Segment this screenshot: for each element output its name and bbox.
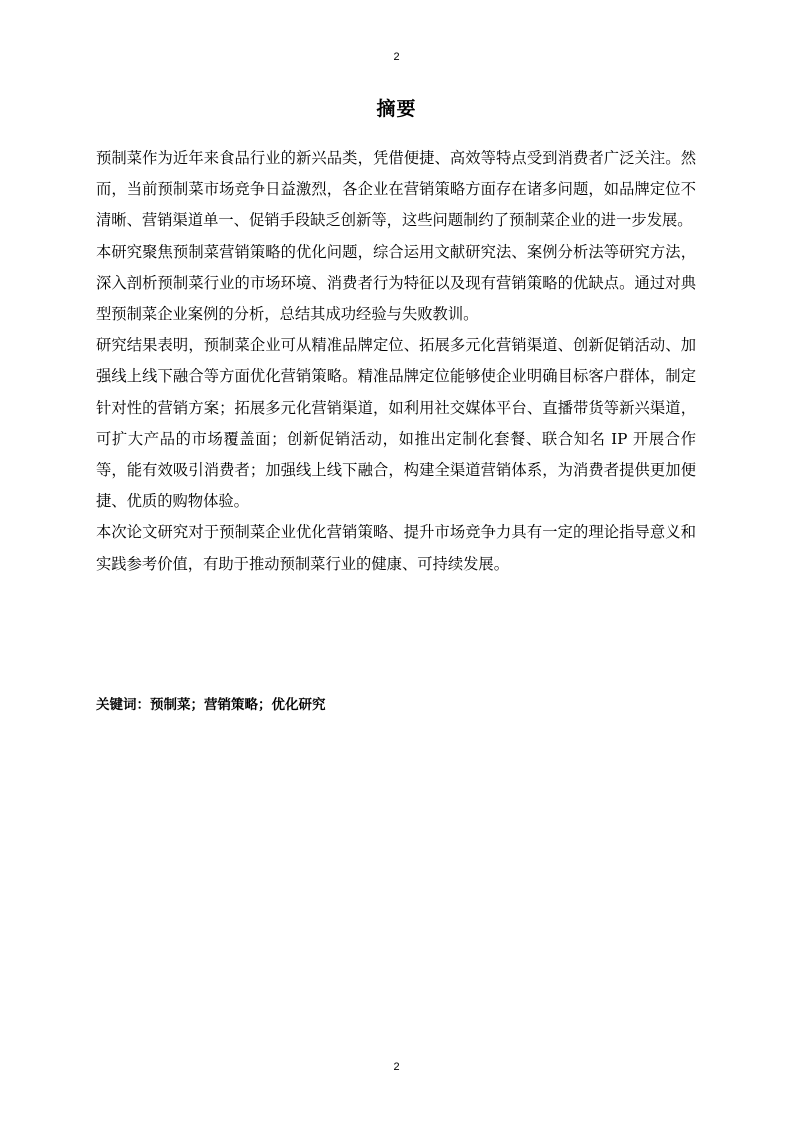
abstract-paragraph-4: 本次论文研究对于预制菜企业优化营销策略、提升市场竞争力具有一定的理论指导意义和实践参考价值，有助于推动预制菜行业的健康、可持续发展。 — [96, 523, 696, 573]
keywords-line: 关键词：预制菜；营销策略；优化研究 — [96, 697, 326, 713]
header-page-number: 2 — [393, 51, 400, 63]
abstract-paragraph-2: 本研究聚焦预制菜营销策略的优化问题，综合运用文献研究法、案例分析法等研究方法，深入剖析预制菜行业的市场环境、消费者行为特征以及现有营销策略的优缺点。通过对典型预制菜企业案例的分析，总结其成功经验与失败教训。 — [96, 242, 696, 324]
footer-page-number: 2 — [393, 1061, 400, 1073]
abstract-paragraph-3: 研究结果表明，预制菜企业可从精准品牌定位、拓展多元化营销渠道、创新促销活动、加强线上线下融合等方面优化营销策略。精准品牌定位能够使企业明确目标客户群体，制定针对性的营销方案；拓展多元化营销渠道，如利用社交媒体平台、直播带货等新兴渠道，可扩大产品的市场覆盖面；创新促销活动，如推出定制化套餐、联合知名 IP 开展合作等，能有效吸引消费者；加强线上线下融合，构建全渠道营销体系，为消费者提供更加便捷、优质的购物体验。 — [96, 336, 696, 511]
abstract-body — [96, 143, 696, 580]
abstract-title: 摘要 — [376, 98, 417, 120]
abstract-paragraph-1: 预制菜作为近年来食品行业的新兴品类，凭借便捷、高效等特点受到消费者广泛关注。然而，当前预制菜市场竞争日益激烈，各企业在营销策略方面存在诸多问题，如品牌定位不清晰、营销渠道单一、促销手段缺乏创新等，这些问题制约了预制菜企业的进一步发展。 — [96, 149, 696, 230]
